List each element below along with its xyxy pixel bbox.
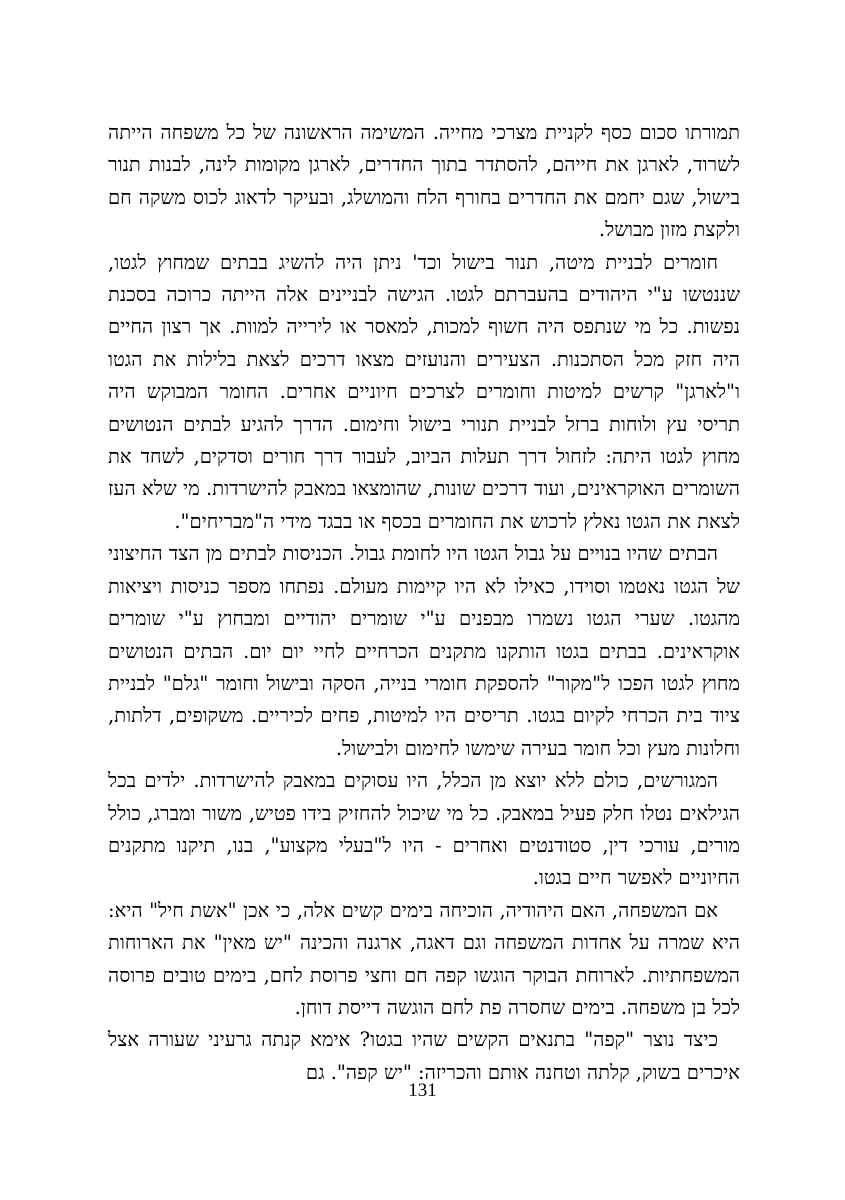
document-body (108, 117, 740, 1089)
paragraph: תמורתו סכום כסף לקניית מצרכי מחייה. המשימה הראשונה של כל משפחה הייתה לשרוד, לארגן את חייהם, להסתדר בתוך החדרים, לארגן מקומות לינה, לבנות תנור בישול, שגם יחמם את החדרים בחורף הלח והמושלג, ובעיקר לדאוג לכוס משקה חם ולקצת מזון מבושל. (108, 121, 740, 242)
paragraph: כיצד נוצר "קפה" בתנאים הקשים שהיו בגטו? אימא קנתה גרעיני שעורה אצל איכרים בשוק, קלתה וטחנה אותם והכריזה: "יש קפה". גם (108, 1028, 740, 1084)
paragraph: המגורשים, כולם ללא יוצא מן הכלל, היו עסוקים במאבק להישרדות. ילדים בכל הגילאים נטלו חלק פעיל במאבק. כל מי שיכול להחזיק בידו פטיש, משור ומברג, כולל מורים, עורכי דין, סטודנטים ואחרים - היו ל"בעלי מקצוע", בנו, תיקנו מתקנים החיוניים לאפשר חיים בגטו. (108, 769, 740, 890)
paragraph: אם המשפחה, האם היהודיה, הוכיחה בימים קשים אלה, כי אכן "אשת חיל" היא: היא שמרה על אחדות המשפחה וגם דאגה, ארגנה והכינה "יש מאין" את הארוחות המשפחתיות. לארוחת הבוקר הוגשו קפה חם וחצי פרוסת לחם, בימים טובים פרוסה לכל בן משפחה. בימים שחסרה פת לחם הוגשה דייסת דוחן. (108, 898, 740, 1019)
page-number: 131 (408, 1080, 437, 1101)
paragraph: חומרים לבניית מיטה, תנור בישול וכד' ניתן היה להשיג בבתים שמחוץ לגטו, שננטשו ע"י היהודים בהעברתם לגטו. הגישה לבניינים אלה הייתה כרוכה בסכנת נפשות. כל מי שנתפס היה חשוף למכות, למאסר או לירייה למוות. אך רצון החיים היה חזק מכל הסתכנות. הצעירים והנועזים מצאו דרכים לצאת בלילות את הגטו ו"לארגן" קרשים למיטות וחומרים לצרכים חיוניים אחרים. החומר המבוקש היה תריסי עץ ולוחות ברזל לבניית תנורי בישול וחימום. הדרך להגיע לבתים הנטושים מחוץ לגטו היתה: לזחול דרך תעלות הביוב, לעבור דרך חורים וסדקים, לשחד את השומרים האוקראינים, ועוד דרכים שונות, שהומצאו במאבק להישרדות. מי שלא העז לצאת את הגטו נאלץ לרכוש את החומרים בכסף או בבגד מידי ה"מבריחים". (108, 250, 740, 533)
paragraph: הבתים שהיו בנויים על גבול הגטו היו לחומת גבול. הכניסות לבתים מן הצד החיצוני של הגטו נאטמו וסוידו, כאילו לא היו קיימות מעולם. נפתחו מספר כניסות ויציאות מהגטו. שערי הגטו נשמרו מבפנים ע"י שומרים יהודיים ומבחוץ ע"י שומרים אוקראינים. בבתים בגטו הותקנו מתקנים הכרחיים לחיי יום יום. הבתים הנטושים מחוץ לגטו הפכו ל"מקור" להספקת חומרי בנייה, הסקה ובישול וחומר "גלם" לבניית ציוד בית הכרחי לקיום בגטו. תריסים היו למיטות, פחים לכיריים. משקופים, דלתות, וחלונות מעץ וכל חומר בעירה שימשו לחימום ולבישול. (108, 542, 740, 760)
